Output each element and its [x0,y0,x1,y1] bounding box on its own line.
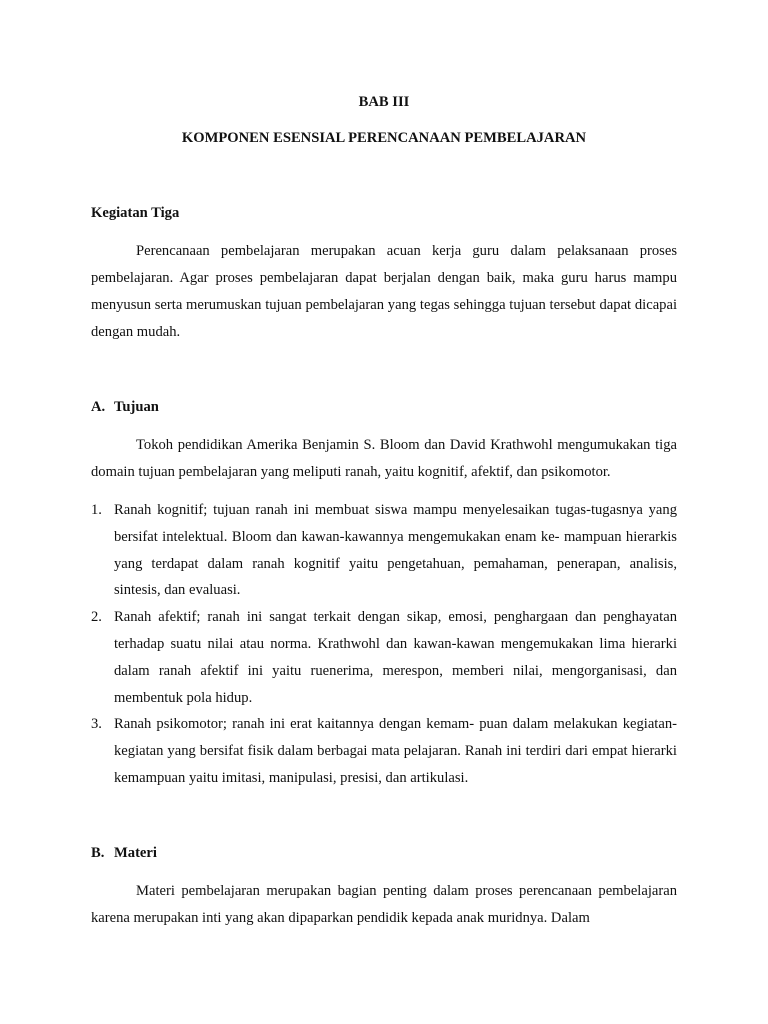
section-a-title: Tujuan [114,399,159,415]
domain-list [91,497,677,792]
kegiatan-paragraph: Perencanaan pembelajaran merupakan acuan kerja guru dalam pelaksanaan proses pembelajaran. Agar proses pembelajaran dapat berjalan dengan baik, maka guru harus mampu menyusun serta merumuskan tujuan pembelajaran yang tegas sehingga tujuan tersebut dapat dicapai dengan mudah. [91,243,677,340]
chapter-title: KOMPONEN ESENSIAL PERENCANAAN PEMBELAJARAN [181,130,587,146]
list-item-text: Ranah afektif; ranah ini sangat terkait dengan sikap, emosi, penghargaan dan penghayatan terhadap suatu nilai atau norma. Krathwohl dan kawan-kawan mengemukakan lima hierarki dalam ranah afektif ini yaitu ruenerima, merespon, memberi nilai, mengorganisasi, dan membentuk pola hidup. [114,609,677,706]
section-b-paragraph: Materi pembelajaran merupakan bagian penting dalam proses perencanaan pembelajaran karena merupakan inti yang akan dipaparkan pendidik kepada anak muridnya. Dalam [91,882,677,926]
list-item [91,497,677,604]
list-item-number: 2. [91,609,102,626]
list-item-number: 1. [91,502,102,518]
chapter-label: BAB III [358,94,410,110]
list-item-text: Ranah kognitif; tujuan ranah ini membuat siswa mampu menyelesaikan tugas-tugasnya yang bersifat intelektual. Bloom dan kawan-kawannya mengemukakan enam ke- mampuan hierarkis yang terdapat dalam ranah kognitif yaitu pengetahuan, pemahaman, penerapan, analisis, sintesis, dan evaluasi. [114,502,677,599]
list-item [91,711,677,791]
list-item [91,604,677,711]
list-item-text: Ranah psikomotor; ranah ini erat kaitannya dengan kemam- puan dalam melakukan kegiatan-kegiatan yang bersifat fisik dalam berbagai mata pelajaran. Ranah ini terdiri dari empat hierarki kemampuan yaitu imitasi, manipulasi, presisi, dan artikulasi. [114,716,677,786]
section-b-letter: B. [91,844,105,861]
section-a-paragraph: Tokoh pendidikan Amerika Benjamin S. Bloom dan David Krathwohl mengumukakan tiga domain tujuan pembelajaran yang meliputi ranah, yaitu kognitif, afektif, dan psikomotor. [91,437,677,480]
section-a-heading [91,397,677,417]
section-a-letter: A. [91,399,106,415]
section-b-title: Materi [114,844,157,861]
kegiatan-heading: Kegiatan Tiga [91,205,180,221]
list-item-number: 3. [91,716,102,733]
section-b-heading [91,843,677,863]
